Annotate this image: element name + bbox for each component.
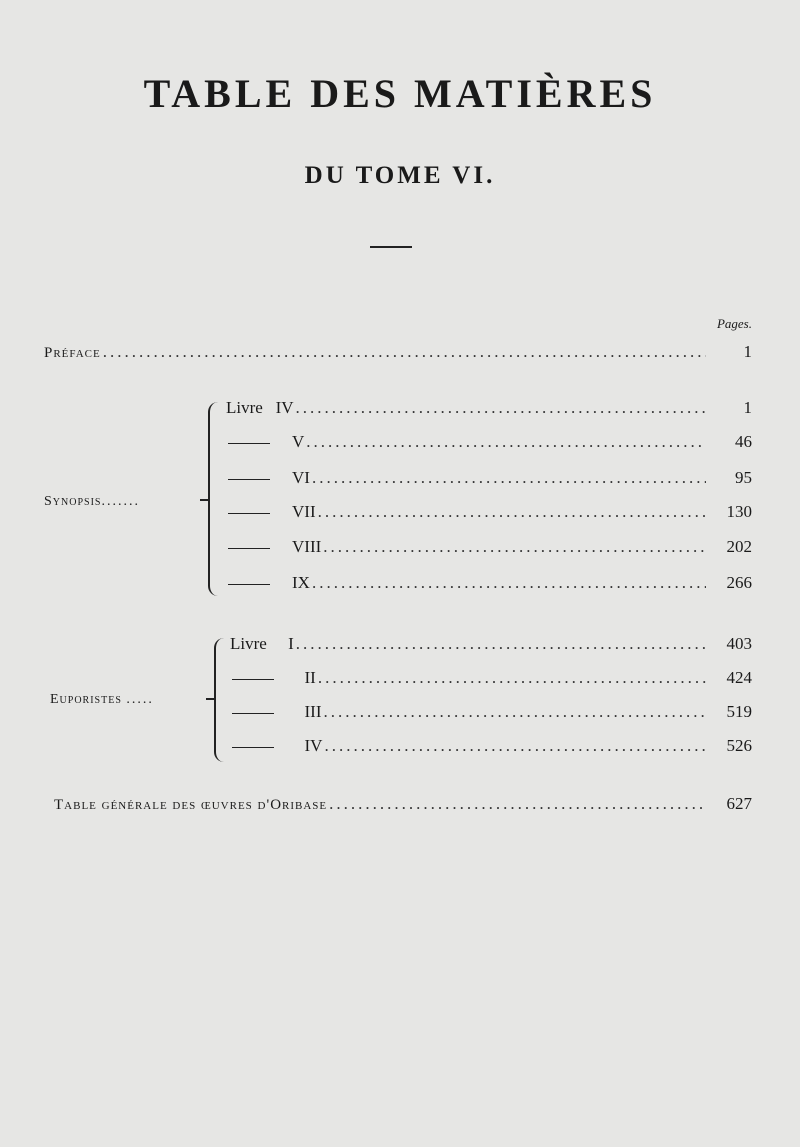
title-rule [370,246,412,248]
synopsis-group-label: Synopsis....... [44,494,140,509]
ditto-dash [232,679,274,680]
synopsis-entry: V ..... 46 [228,432,752,458]
synopsis-brace-point [200,499,208,501]
dot-leader [324,736,706,756]
ditto-dash [232,747,274,748]
dot-leader [323,537,706,557]
euporistes-entry: Livre I ..... 403 [230,634,752,660]
toc-entry-preface [44,342,752,368]
page-subtitle: DU TOME VI. [304,162,496,189]
dot-leader [296,398,706,418]
dot-leader [329,794,706,814]
toc-entry-label: Préface [44,345,101,361]
dot-leader [312,573,706,593]
euporistes-brace-point [206,698,214,700]
toc-entry-table-generale [54,794,752,820]
pages-column-header: Pages. [716,316,752,331]
toc-entry-label: Table générale des œuvres d'Oribase [54,797,328,813]
dot-leader [103,342,706,362]
synopsis-entry: VII ..... 130 [228,502,752,528]
euporistes-entry: II ..... 424 [232,668,752,694]
synopsis-entry: Livre IV ..... 1 [226,398,752,424]
synopsis-entry: IX ..... 266 [228,573,752,599]
euporistes-brace [214,638,230,762]
dot-leader [323,702,706,722]
toc-entry-page: 1 [743,342,752,361]
synopsis-entry: VIII ..... 202 [228,537,752,563]
synopsis-brace [208,402,224,596]
ditto-dash [232,713,274,714]
dot-leader [306,432,706,452]
dot-leader [312,468,706,488]
page-title: TABLE DES MATIÈRES [143,71,657,116]
toc-entry-page: 627 [726,794,752,813]
ditto-dash [228,584,270,585]
synopsis-entry: VI ..... 95 [228,468,752,494]
ditto-dash [228,548,270,549]
euporistes-entry: IV ..... 526 [232,736,752,762]
ditto-dash [228,443,270,444]
dot-leader [318,502,706,522]
euporistes-group-label: Euporistes ..... [50,692,154,707]
euporistes-entry: III ..... 519 [232,702,752,728]
dot-leader [318,668,706,688]
dot-leader [296,634,706,654]
ditto-dash [228,479,270,480]
ditto-dash [228,513,270,514]
